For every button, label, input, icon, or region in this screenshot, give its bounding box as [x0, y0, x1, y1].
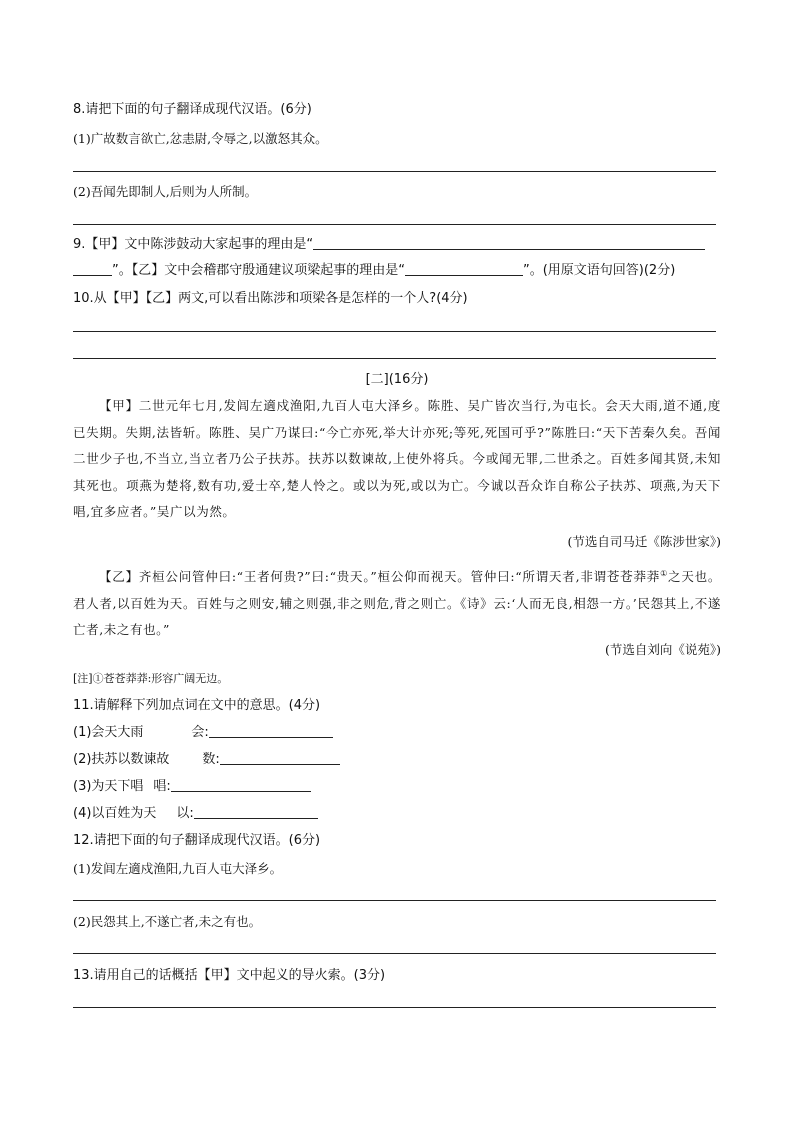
q11-item-text: (4)以百姓为天: [73, 806, 157, 821]
passage-yi-part-1: 【乙】齐桓公问管仲曰:“王者何贵?”曰:“贵天。”桓公仰而视天。管仲曰:“所谓天者,非谓苍苍莽莽: [99, 569, 661, 585]
passage-jia: 【甲】二世元年七月,发闾左適戍渔阳,九百人屯大泽乡。陈胜、吴广皆次当行,为屯长。会天大雨,道不通,度已失期。失期,法皆斩。陈胜、吴广乃谋曰:“今亡亦死,举大计亦死;等死,死国可乎?”陈胜曰:“天下苦秦久矣。吾闻二世少子也,不当立,当立者乃公子扶苏。扶苏以数谏故,上使外将兵。今或闻无罪,二世杀之。百姓多闻其贤,未知其死也。项燕为楚将,数有功,爱士卒,楚人怜之。或以为死,或以为亡。今诚以吾众诈自称公子扶苏、项燕,为天下唱,宜多应者。”吴广以为然。: [73, 398, 721, 519]
q11-item-text: (3)为天下唱: [73, 779, 144, 794]
q9-part-1: 9.【甲】文中陈涉鼓动大家起事的理由是“: [73, 237, 314, 252]
q11-item-word: 会:: [191, 725, 209, 740]
q11-blank-3[interactable]: [171, 778, 311, 792]
answer-line[interactable]: [73, 953, 716, 954]
q11-item-4: [73, 805, 318, 823]
q8-sentence-1: (1)广故数言欲亡,忿恚尉,令辱之,以激怒其众。: [73, 131, 328, 146]
q9-blank-2[interactable]: [405, 262, 523, 276]
answer-line[interactable]: [73, 224, 716, 225]
q11-item-word: 数:: [202, 752, 220, 767]
note-marker: ①: [660, 569, 669, 578]
q11-blank-4[interactable]: [194, 805, 318, 819]
answer-line[interactable]: [73, 1007, 716, 1008]
q11-item-text: (2)扶苏以数谏故: [73, 752, 170, 767]
q8-title: 8.请把下面的句子翻译成现代汉语。(6分): [73, 102, 312, 117]
q11-title: 11.请解释下列加点词在文中的意思。(4分): [73, 698, 321, 713]
q12-sentence-1: (1)发闾左適戍渔阳,九百人屯大泽乡。: [73, 861, 283, 876]
q11-item-text: (1)会天大雨: [73, 725, 144, 740]
answer-line[interactable]: [73, 331, 716, 332]
q11-item-word: 唱:: [153, 779, 171, 794]
q9-line-1: [73, 236, 705, 254]
q11-item-3: [73, 778, 311, 796]
answer-line[interactable]: [73, 900, 716, 901]
q10-title: 10.从【甲】【乙】两文,可以看出陈涉和项梁各是怎样的一个人?(4分): [73, 291, 468, 306]
passage-yi-source: (节选自刘向《说苑》): [604, 642, 721, 657]
passage-yi-part-2: 之天也。君人者,以百姓为天。百姓与之则安,辅之则强,非之则危,背之则亡。《诗》云:‘人而无良,相怨一方。’民怨其上,不遂亡者,未之有也。”: [73, 569, 721, 638]
q12-title: 12.请把下面的句子翻译成现代汉语。(6分): [73, 833, 321, 848]
q11-blank-1[interactable]: [209, 724, 333, 738]
q11-item-word: 以:: [176, 806, 194, 821]
section-heading: [二](16分): [365, 372, 429, 387]
q11-blank-2[interactable]: [220, 751, 340, 765]
passage-jia-source: (节选自司马迁《陈涉世家》): [567, 534, 721, 549]
q11-item-2: [73, 751, 340, 769]
q9-line-2: [73, 262, 675, 280]
footnote: [注]①苍苍莽莽:形容广阔无边。: [73, 672, 229, 685]
q9-blank-1-cont[interactable]: [73, 262, 112, 276]
q13-title: 13.请用自己的话概括【甲】文中起义的导火索。(3分): [73, 968, 386, 983]
q11-item-1: [73, 724, 333, 742]
q9-part-3: ”。(用原文语句回答)(2分): [522, 263, 676, 278]
q8-sentence-2: (2)吾闻先即制人,后则为人所制。: [73, 184, 258, 199]
passage-yi: [73, 561, 721, 644]
q9-blank-1[interactable]: [313, 236, 705, 250]
q9-part-2: ”。【乙】文中会稽郡守殷通建议项梁起事的理由是“: [112, 263, 405, 278]
answer-line[interactable]: [73, 358, 716, 359]
q12-sentence-2: (2)民怨其上,不遂亡者,未之有也。: [73, 914, 262, 929]
answer-line[interactable]: [73, 171, 716, 172]
